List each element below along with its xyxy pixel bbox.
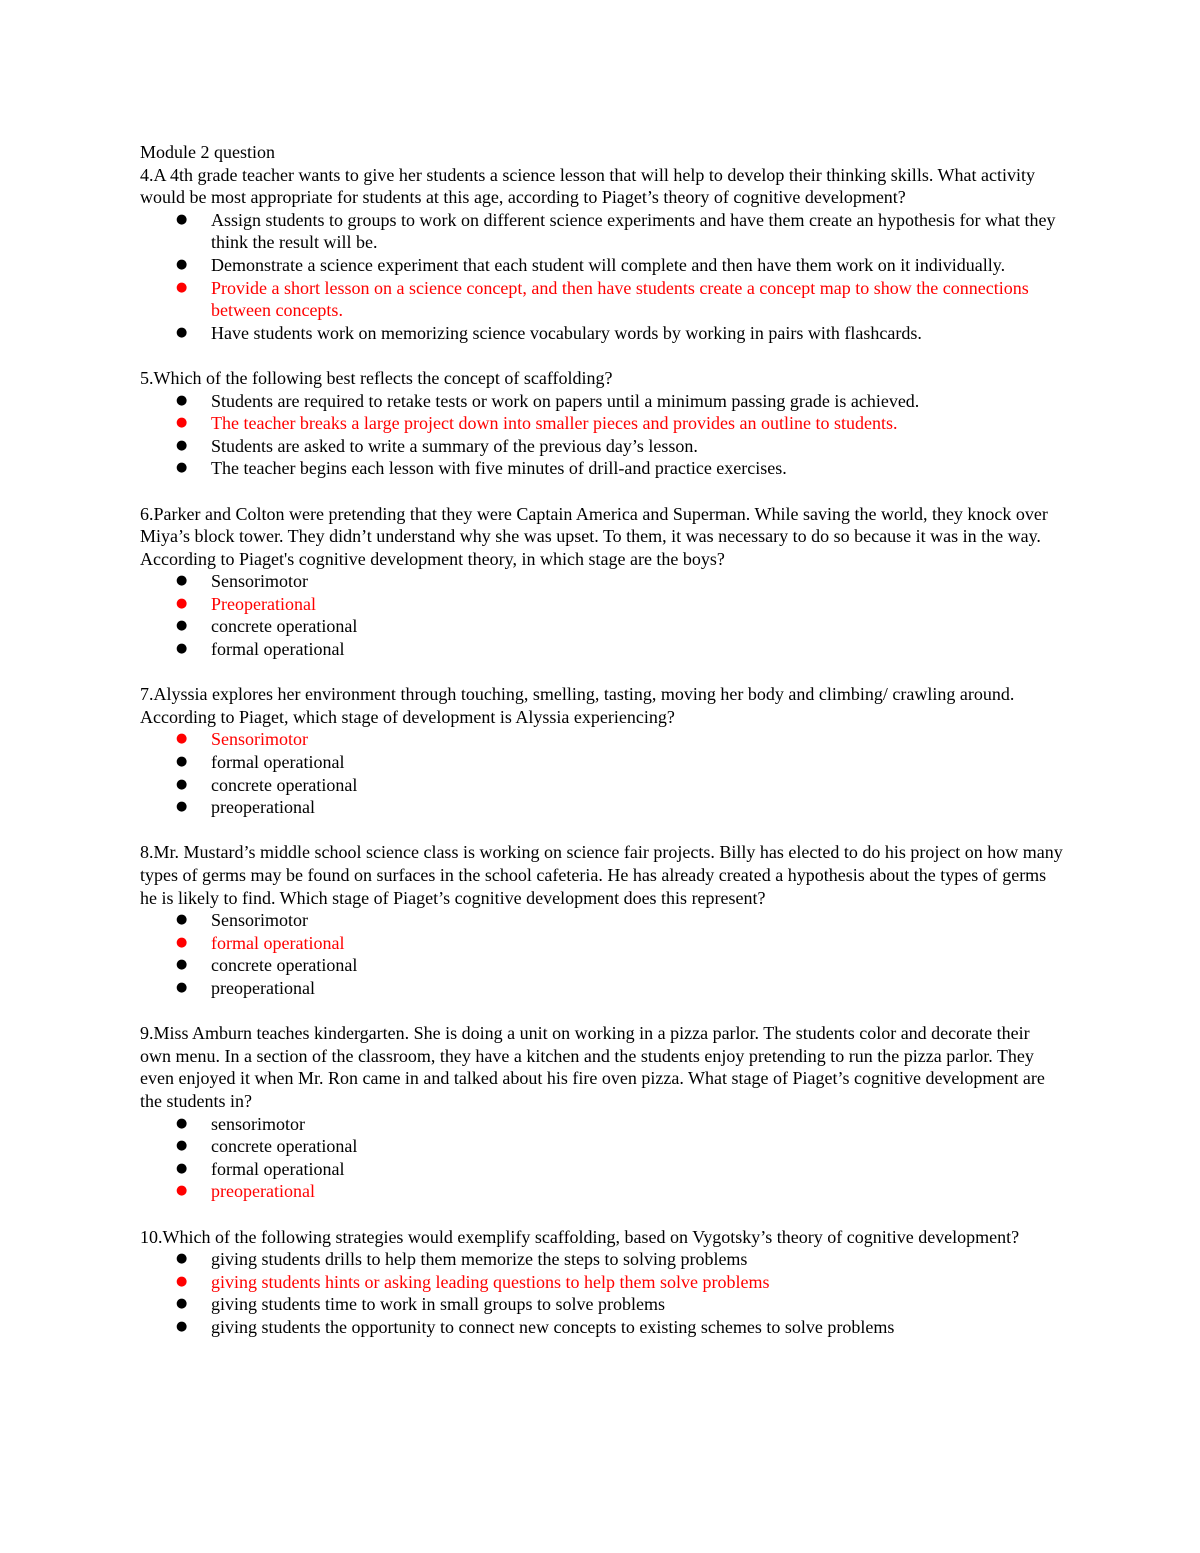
answer-option <box>140 254 1065 277</box>
document-title: Module 2 question <box>140 142 275 162</box>
bullet-icon: ● <box>176 279 188 295</box>
answer-options-list <box>140 390 1065 480</box>
answer-option-text: concrete operational <box>211 955 358 976</box>
answer-option-text: Preoperational <box>211 593 316 614</box>
bullet-icon: ● <box>176 437 188 453</box>
answer-option-correct <box>140 1271 1065 1294</box>
bullet-icon: ● <box>176 460 188 476</box>
question-text: 8.Mr. Mustard’s middle school science class is working on science fair projects. Billy has elected to do his project on how many types of germs may be found on surfaces in the school cafeteria. He has already created a hypothesis about the types of germs he is likely to find. Which stage of Piaget’s cognitive development does this represent? <box>140 842 1063 908</box>
bullet-icon: ● <box>176 641 188 657</box>
bullet-icon: ● <box>176 1273 188 1289</box>
answer-option <box>140 570 1065 593</box>
question-text: 5.Which of the following best reflects the concept of scaffolding? <box>140 367 613 388</box>
answer-option <box>140 435 1065 458</box>
bullet-icon: ● <box>176 799 188 815</box>
bullet-icon: ● <box>176 912 188 928</box>
bullet-icon: ● <box>176 392 188 408</box>
bullet-icon: ● <box>176 1183 188 1199</box>
question-block <box>140 164 1065 345</box>
answer-option-text: preoperational <box>211 1181 315 1202</box>
answer-option-text: Assign students to groups to work on different science experiments and have them create an hypothesis for what they think the result will be. <box>211 209 1056 253</box>
answer-option-text: formal operational <box>211 1158 345 1179</box>
question-list <box>140 164 1065 1339</box>
answer-option <box>140 909 1065 932</box>
answer-option <box>140 615 1065 638</box>
answer-option-text: Students are asked to write a summary of the previous day’s lesson. <box>211 435 698 456</box>
bullet-icon: ● <box>176 776 188 792</box>
bullet-icon: ● <box>176 1138 188 1154</box>
question-text: 4.A 4th grade teacher wants to give her students a science lesson that will help to develop their thinking skills. What activity would be most appropriate for students at this age, according to Piaget’s theory of cognitive development? <box>140 164 1035 208</box>
answer-option <box>140 457 1065 480</box>
bullet-icon: ● <box>176 1318 188 1334</box>
answer-option-text: sensorimotor <box>211 1113 305 1134</box>
answer-option <box>140 1135 1065 1158</box>
question-block <box>140 1226 1065 1339</box>
bullet-icon: ● <box>176 618 188 634</box>
answer-option <box>140 1248 1065 1271</box>
bullet-icon: ● <box>176 595 188 611</box>
answer-option <box>140 774 1065 797</box>
answer-option-text: giving students hints or asking leading questions to help them solve problems <box>211 1271 770 1292</box>
answer-option-text: preoperational <box>211 977 315 998</box>
answer-option <box>140 954 1065 977</box>
bullet-icon: ● <box>176 573 188 589</box>
bullet-icon: ● <box>176 731 188 747</box>
bullet-icon: ● <box>176 979 188 995</box>
answer-option-text: formal operational <box>211 932 345 953</box>
answer-option-text: Sensorimotor <box>211 910 308 931</box>
bullet-icon: ● <box>176 1251 188 1267</box>
answer-option-correct <box>140 932 1065 955</box>
answer-options-list <box>140 728 1065 818</box>
answer-options-list <box>140 1248 1065 1338</box>
question-block <box>140 683 1065 819</box>
answer-options-list <box>140 570 1065 660</box>
answer-option-text: giving students time to work in small groups to solve problems <box>211 1294 665 1315</box>
answer-option <box>140 1158 1065 1181</box>
bullet-icon: ● <box>176 1115 188 1131</box>
answer-option-correct <box>140 1180 1065 1203</box>
question-block <box>140 841 1065 999</box>
question-text: 7.Alyssia explores her environment through touching, smelling, tasting, moving her body and climbing/ crawling around. According to Piaget, which stage of development is Alyssia experiencing? <box>140 684 1015 727</box>
answer-option <box>140 1316 1065 1339</box>
document-page <box>140 141 1065 1361</box>
bullet-icon: ● <box>176 754 188 770</box>
answer-option-text: giving students the opportunity to connect new concepts to existing schemes to solve problems <box>211 1316 895 1337</box>
answer-option-text: Provide a short lesson on a science concept, and then have students create a concept map to show the connections between concepts. <box>211 277 1029 321</box>
answer-option <box>140 638 1065 661</box>
answer-option <box>140 751 1065 774</box>
bullet-icon: ● <box>176 211 188 227</box>
answer-option <box>140 977 1065 1000</box>
answer-options-list <box>140 209 1065 345</box>
answer-option <box>140 796 1065 819</box>
question-block <box>140 503 1065 661</box>
answer-option <box>140 1113 1065 1136</box>
answer-option-text: formal operational <box>211 639 345 660</box>
answer-option-text: Have students work on memorizing science vocabulary words by working in pairs with flashcards. <box>211 322 922 343</box>
question-text: 10.Which of the following strategies would exemplify scaffolding, based on Vygotsky’s theory of cognitive development? <box>140 1226 1020 1247</box>
answer-option-text: Sensorimotor <box>211 571 308 592</box>
question-text: 9.Miss Amburn teaches kindergarten. She is doing a unit on working in a pizza parlor. The students color and decorate their own menu. In a section of the classroom, they have a kitchen and the students enjoy pretending to run the pizza parlor. They even enjoyed it when Mr. Ron came in and talked about his fire oven pizza. What stage of Piaget’s cognitive development are the students in? <box>140 1023 1045 1111</box>
answer-option-correct <box>140 593 1065 616</box>
answer-option-text: concrete operational <box>211 774 358 795</box>
answer-option-correct <box>140 277 1065 322</box>
answer-option <box>140 390 1065 413</box>
answer-option-text: formal operational <box>211 752 345 773</box>
question-block <box>140 367 1065 480</box>
answer-option-correct <box>140 412 1065 435</box>
bullet-icon: ● <box>176 1296 188 1312</box>
answer-option-text: giving students drills to help them memorize the steps to solving problems <box>211 1249 748 1270</box>
answer-option-text: Students are required to retake tests or work on papers until a minimum passing grade is achieved. <box>211 390 920 411</box>
answer-option-text: concrete operational <box>211 1136 358 1157</box>
answer-option-correct <box>140 728 1065 751</box>
bullet-icon: ● <box>176 324 188 340</box>
bullet-icon: ● <box>176 957 188 973</box>
answer-option-text: preoperational <box>211 797 315 818</box>
answer-option-text: The teacher begins each lesson with five minutes of drill-and practice exercises. <box>211 458 787 479</box>
bullet-icon: ● <box>176 256 188 272</box>
bullet-icon: ● <box>176 934 188 950</box>
answer-option-text: The teacher breaks a large project down into smaller pieces and provides an outline to students. <box>211 413 898 434</box>
bullet-icon: ● <box>176 1160 188 1176</box>
answer-options-list <box>140 909 1065 999</box>
answer-options-list <box>140 1113 1065 1203</box>
bullet-icon: ● <box>176 415 188 431</box>
answer-option-text: Sensorimotor <box>211 729 308 750</box>
answer-option <box>140 1293 1065 1316</box>
answer-option-text: concrete operational <box>211 616 358 637</box>
question-text: 6.Parker and Colton were pretending that they were Captain America and Superman. While saving the world, they knock over Miya’s block tower. They didn’t understand why she was upset. To them, it was necessary to do so because it was in the way. According to Piaget's cognitive development theory, in which stage are the boys? <box>140 503 1048 569</box>
answer-option <box>140 322 1065 345</box>
answer-option-text: Demonstrate a science experiment that each student will complete and then have them work on it individually. <box>211 254 1006 275</box>
answer-option <box>140 209 1065 254</box>
question-block <box>140 1022 1065 1203</box>
